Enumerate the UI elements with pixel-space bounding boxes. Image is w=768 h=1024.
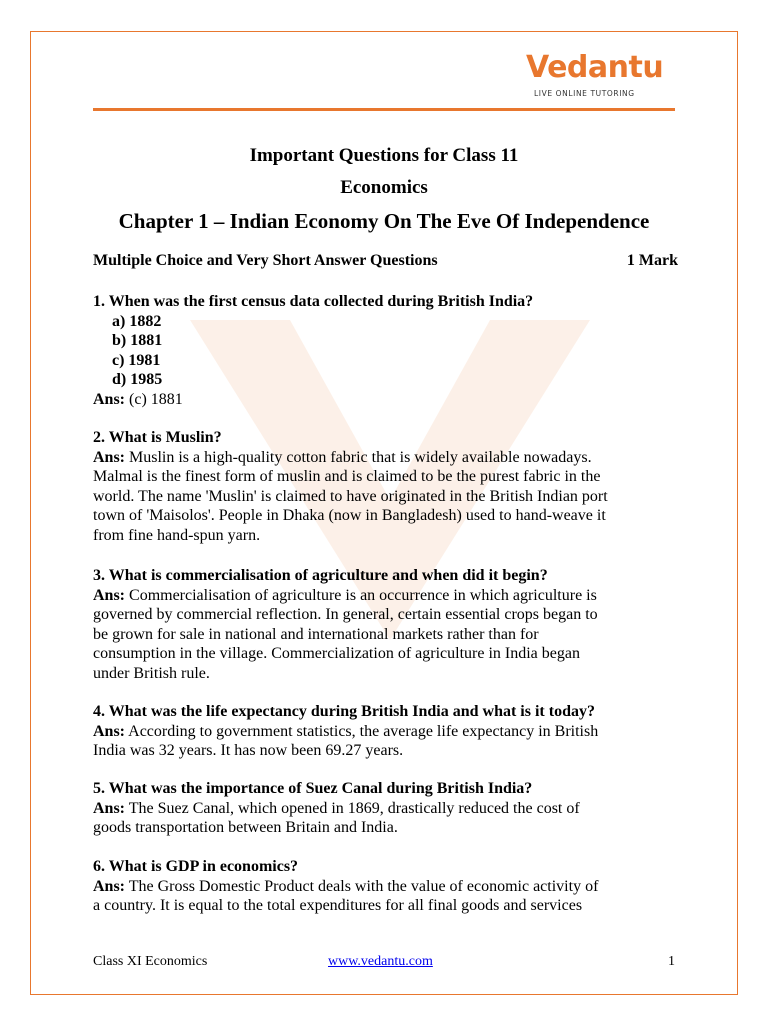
- logo-wordmark: Vedantu: [526, 50, 664, 85]
- question-4: [93, 702, 678, 761]
- subject-title: Economics: [340, 177, 428, 198]
- option: c) 1981: [112, 351, 161, 369]
- answer-line: town of 'Maisolos'. People in Dhaka (now in Bangladesh) used to hand-weave it: [93, 507, 606, 524]
- question-text: 1. When was the first census data collected during British India?: [93, 293, 534, 310]
- question-text: 6. What is GDP in economics?: [93, 858, 299, 875]
- answer-line: India was 32 years. It has now been 69.27 years.: [93, 742, 404, 759]
- section-marks: 1 Mark: [626, 252, 678, 269]
- question-3: [93, 566, 678, 683]
- page-number: 1: [668, 954, 675, 969]
- question-6: [93, 857, 678, 916]
- answer-text: (c) 1881: [129, 390, 183, 408]
- vedantu-logo: [526, 50, 676, 102]
- question-text: 2. What is Muslin?: [93, 429, 222, 446]
- answer-label: Ans:: [93, 877, 126, 895]
- chapter-title: Chapter 1 – Indian Economy On The Eve Of Independence: [118, 209, 650, 233]
- answer-line: from fine hand-spun yarn.: [93, 526, 261, 544]
- answer-line: a country. It is equal to the total expenditures for all final goods and services: [93, 897, 583, 914]
- answer: [93, 390, 678, 410]
- section-heading-text: Multiple Choice and Very Short Answer Questions: [93, 252, 438, 269]
- question-text: 4. What was the life expectancy during British India and what is it today?: [93, 703, 595, 720]
- question-5: [93, 779, 678, 838]
- question-text: 3. What is commercialisation of agriculture and when did it begin?: [93, 567, 548, 584]
- section-heading: [93, 251, 678, 271]
- option: d) 1985: [112, 371, 163, 388]
- header-divider: [93, 108, 675, 111]
- answer-label: Ans:: [93, 390, 126, 408]
- answer-text: The Suez Canal, which opened in 1869, drastically reduced the cost of: [128, 799, 580, 817]
- answer-line: [93, 586, 678, 606]
- question-1: [93, 292, 678, 409]
- question-2: [93, 428, 678, 545]
- option: b) 1881: [112, 332, 163, 349]
- answer-line: consumption in the village. Commercialization of agriculture in India began: [93, 645, 580, 662]
- answer-line: governed by commercial reflection. In general, certain essential crops began to: [93, 606, 598, 623]
- answer-text: The Gross Domestic Product deals with the value of economic activity of: [128, 877, 599, 895]
- answer-text: Commercialisation of agriculture is an occurrence in which agriculture is: [129, 586, 597, 604]
- answer-line: [93, 722, 678, 742]
- option: a) 1882: [112, 312, 162, 330]
- answer-line: under British rule.: [93, 664, 210, 682]
- answer-line: world. The name 'Muslin' is claimed to have originated in the British Indian port: [93, 487, 608, 505]
- answer-line: [93, 448, 678, 468]
- footer-subject: Class XI Economics: [93, 954, 208, 969]
- answer-line: [93, 877, 678, 897]
- question-text: 5. What was the importance of Suez Canal during British India?: [93, 780, 533, 797]
- answer-text: Muslin is a high-quality cotton fabric that is widely available nowadays.: [129, 448, 592, 466]
- logo-tagline: LIVE ONLINE TUTORING: [534, 89, 635, 98]
- footer-website-link[interactable]: www.vedantu.com: [328, 954, 433, 969]
- document-title: Important Questions for Class 11: [249, 145, 519, 166]
- answer-line: goods transportation between Britain and India.: [93, 819, 398, 836]
- answer-line: Malmal is the finest form of muslin and is claimed to be the purest fabric in the: [93, 468, 601, 485]
- answer-label: Ans:: [93, 799, 126, 817]
- answer-line: [93, 799, 678, 819]
- answer-label: Ans:: [93, 722, 126, 740]
- answer-label: Ans:: [93, 448, 126, 466]
- answer-text: According to government statistics, the average life expectancy in British: [128, 722, 599, 740]
- answer-label: Ans:: [93, 586, 126, 604]
- answer-line: be grown for sale in national and international markets rather than for: [93, 625, 539, 643]
